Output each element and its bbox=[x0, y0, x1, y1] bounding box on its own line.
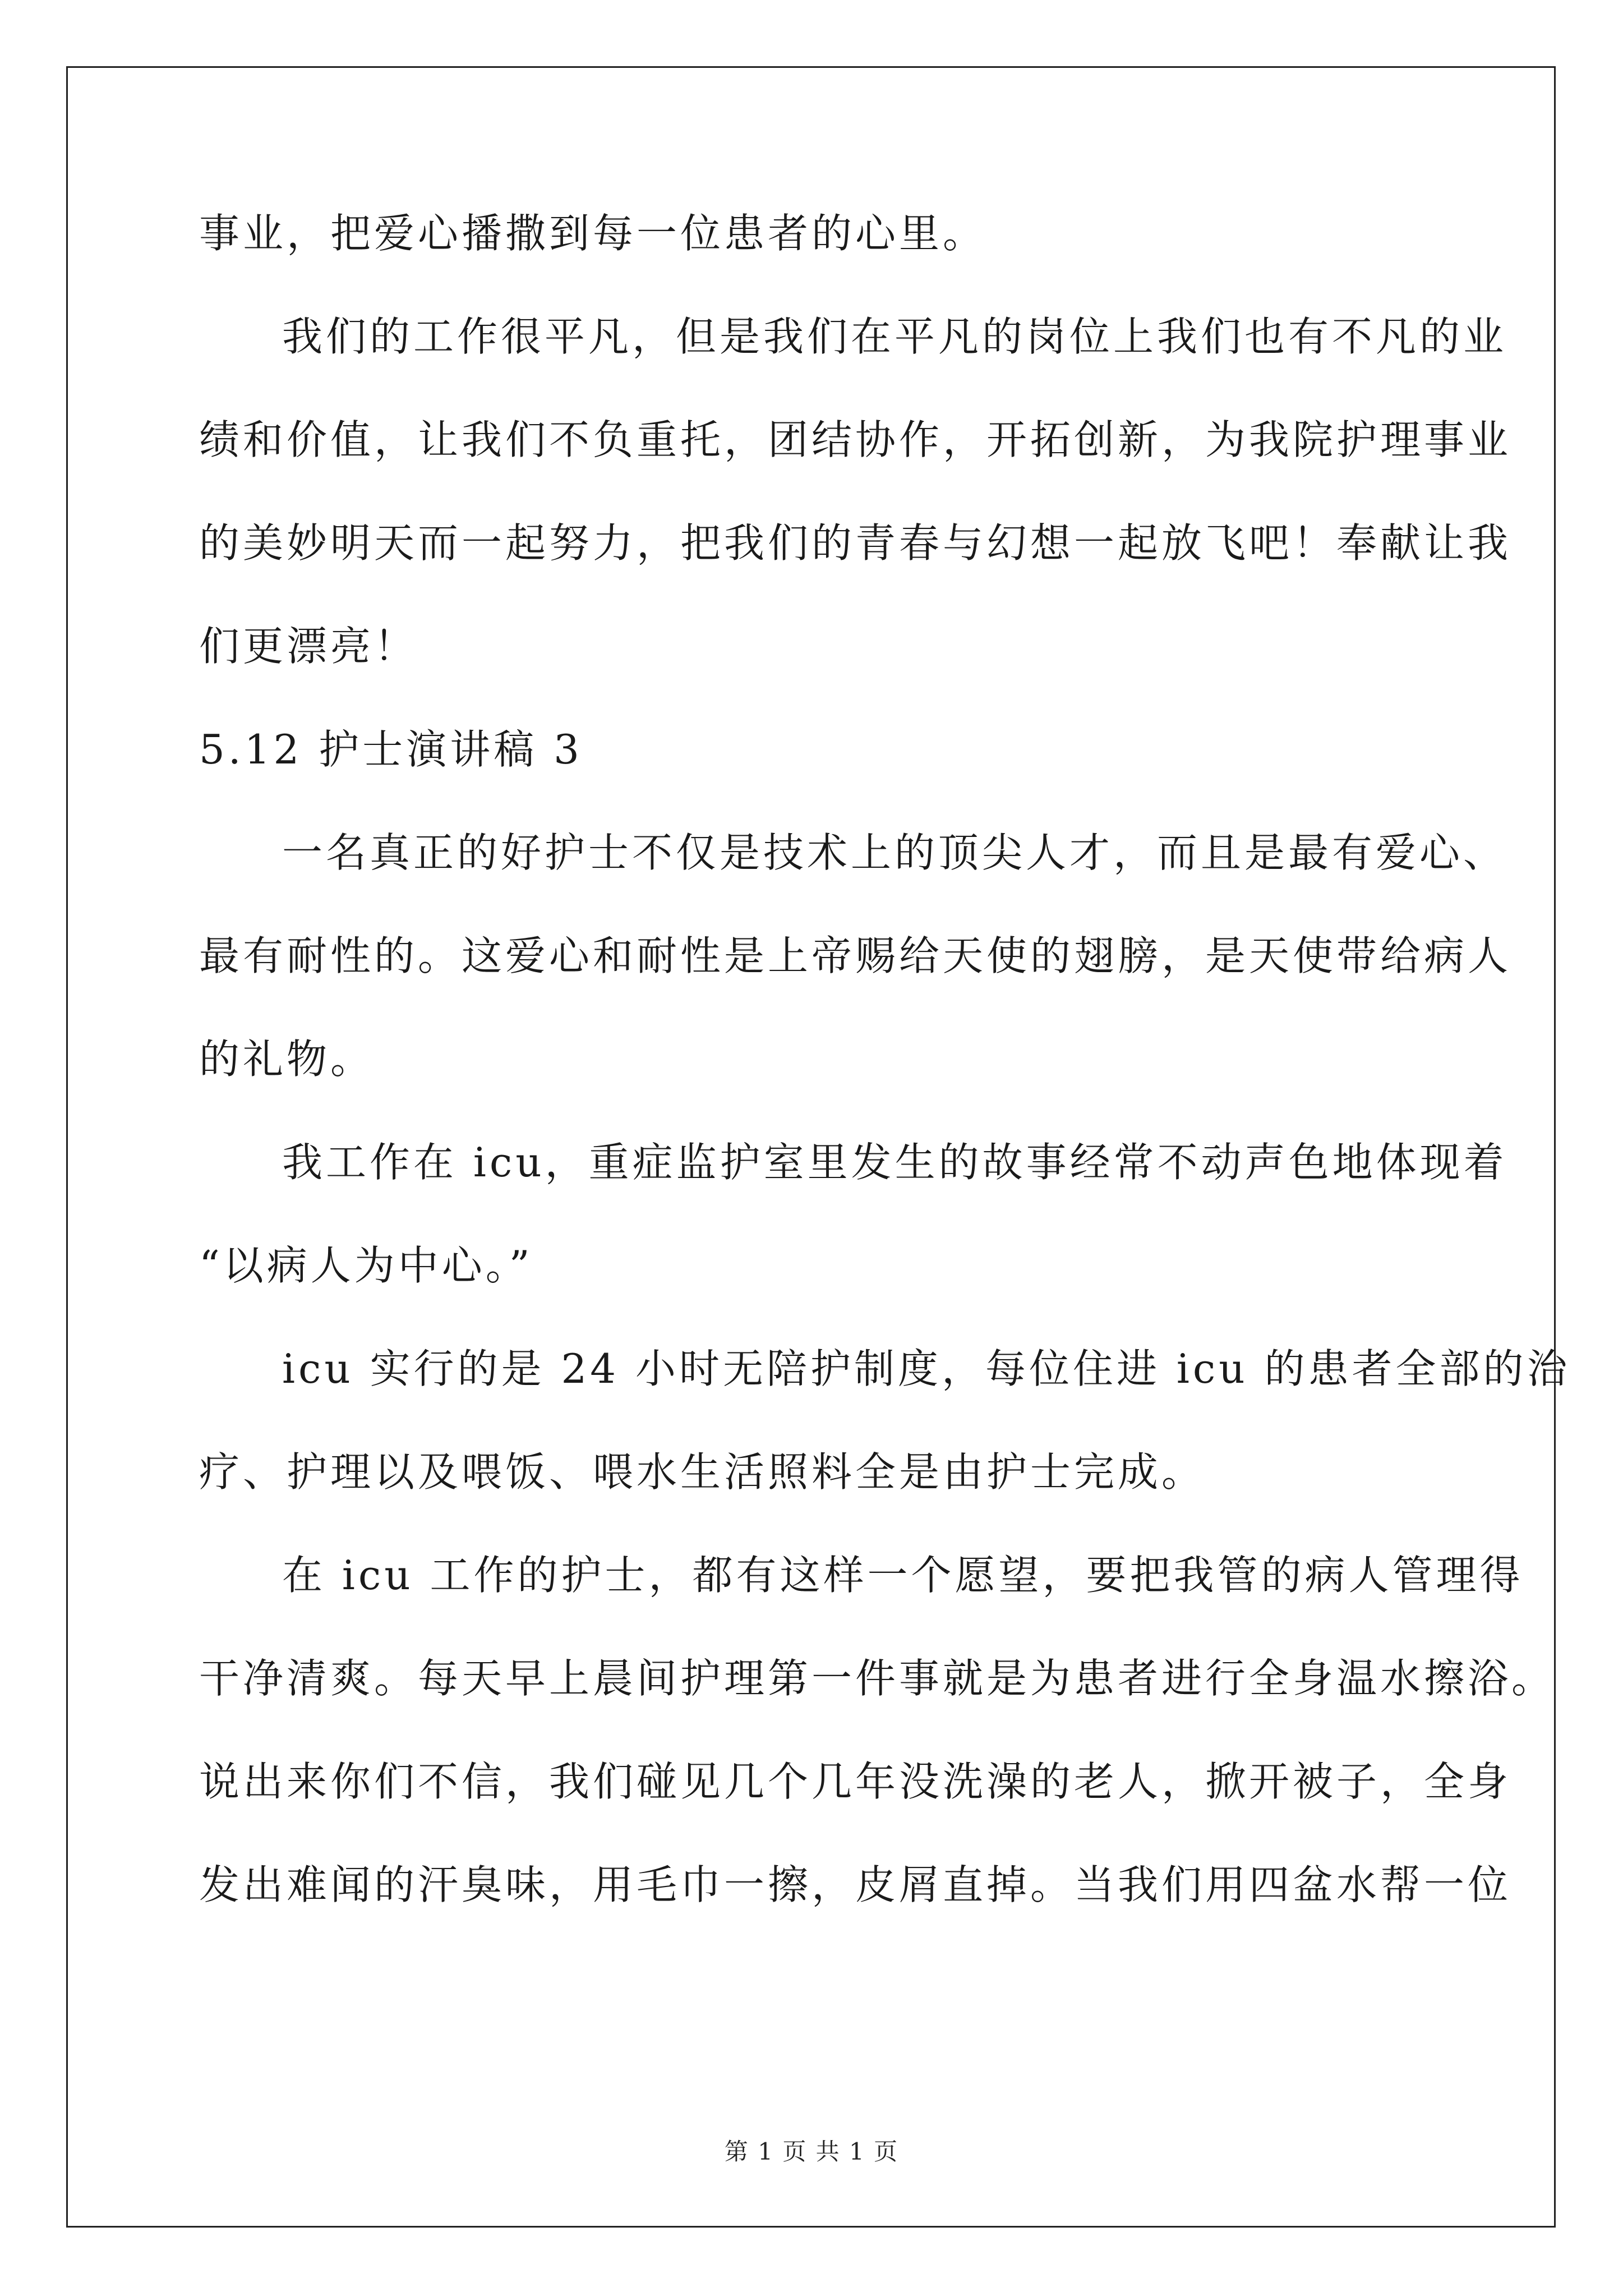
text-line: “以病人为中心。” bbox=[199, 1242, 533, 1289]
paragraph-start-line: 一名真正的好护士不仅是技术上的顶尖人才，而且是最有爱心、 bbox=[282, 829, 1507, 876]
paragraph-start-line: 在 icu 工作的护士，都有这样一个愿望，要把我管的病人管理得 bbox=[282, 1552, 1524, 1599]
text-line: 绩和价值，让我们不负重托，团结协作，开拓创新，为我院护理事业 bbox=[199, 416, 1512, 463]
text-line: 的礼物。 bbox=[199, 1036, 375, 1083]
paragraph-start-line: 我们的工作很平凡，但是我们在平凡的岗位上我们也有不凡的业 bbox=[282, 313, 1507, 360]
text-line: 事业，把爱心播撒到每一位患者的心里。 bbox=[199, 210, 987, 257]
page-footer: 第 1 页 共 1 页 bbox=[724, 2138, 899, 2165]
paragraph-start-line: 我工作在 icu，重症监护室里发生的故事经常不动声色地体现着 bbox=[282, 1139, 1507, 1186]
text-line: 说出来你们不信，我们碰见几个几年没洗澡的老人，掀开被子，全身 bbox=[199, 1758, 1512, 1805]
text-line: 的美妙明天而一起努力，把我们的青春与幻想一起放飞吧！奉献让我 bbox=[199, 519, 1512, 567]
text-line: 疗、护理以及喂饭、喂水生活照料全是由护士完成。 bbox=[199, 1448, 1206, 1496]
paragraph-start-line: icu 实行的是 24 小时无陪护制度，每位住进 icu 的患者全部的治 bbox=[282, 1345, 1571, 1392]
text-line: 们更漂亮！ bbox=[199, 623, 418, 670]
text-line: 干净清爽。每天早上晨间护理第一件事就是为患者进行全身温水擦浴。 bbox=[199, 1655, 1556, 1702]
text-line: 最有耐性的。这爱心和耐性是上帝赐给天使的翅膀，是天使带给病人 bbox=[199, 932, 1512, 979]
text-line: 发出难闻的汗臭味，用毛巾一擦，皮屑直掉。当我们用四盆水帮一位 bbox=[199, 1861, 1512, 1908]
section-heading: 5.12 护士演讲稿 3 bbox=[199, 726, 583, 773]
